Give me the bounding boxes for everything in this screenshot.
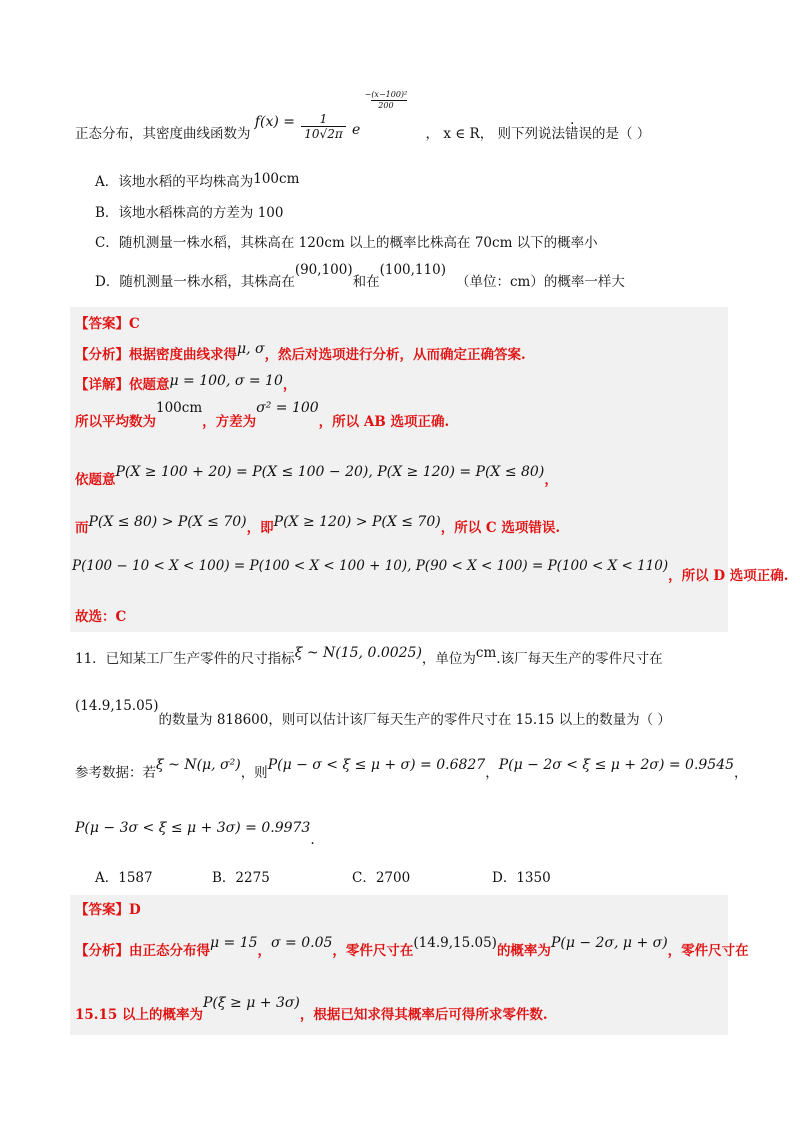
q10-fraction xyxy=(301,112,345,141)
q10-detail-math: μ = 100, σ = 10 xyxy=(169,373,283,389)
q10-ab-correct: ，所以 AB 选项正确. xyxy=(318,414,450,430)
q11-reference-label: 参考数据：若 xyxy=(75,765,156,781)
q10-detail-3-label: 依题意 xyxy=(75,472,116,488)
q10-variance-label: ，方差为 xyxy=(202,414,257,430)
q10-frac-den: 10√2π xyxy=(304,127,343,141)
q11-analysis-interval: (14.9,15.05) xyxy=(413,935,497,951)
q10-c-wrong: ，所以 C 选项错误. xyxy=(440,520,561,536)
q10-detail-4-label-a: 而 xyxy=(75,520,89,536)
q10-option-d xyxy=(95,262,625,292)
q10-fx: f(x) = xyxy=(254,114,295,130)
q10-detail-line-2 xyxy=(75,400,450,432)
q11-analysis-line-1 xyxy=(75,933,749,959)
q11-option-b: B．2275 xyxy=(212,870,270,886)
q11-reference-p1: P(μ − σ < ξ ≤ μ + σ) = 0.6827 xyxy=(267,757,486,773)
q11-reference-sep-1: ， xyxy=(485,765,499,781)
q11-stem-text-a: 11．已知某工厂生产零件的尺寸指标 xyxy=(75,651,295,667)
q10-detail-line-4 xyxy=(75,512,561,536)
q10-exp-den: 200 xyxy=(378,101,394,110)
q11-option-c: C．2700 xyxy=(352,870,411,886)
q11-reference-line-2 xyxy=(75,818,315,848)
q11-analysis-text-e: 15.15 以上的概率为 xyxy=(75,1007,203,1023)
q10-option-d-text-b: 和在 xyxy=(352,274,380,290)
q10-mean-label: 所以平均数为 xyxy=(75,414,156,430)
q10-final-choice: 故选：C xyxy=(75,609,127,625)
q10-answer-label: 【答案】C xyxy=(75,316,140,332)
q10-option-d-text-a: D．随机测量一株水稻，其株高在 xyxy=(95,274,295,290)
q11-reference-p3: P(μ − 3σ < ξ ≤ μ + 3σ) = 0.9973 xyxy=(75,820,311,836)
q10-detail-4-math-1: P(X ≤ 80) > P(X ≤ 70) xyxy=(88,514,247,530)
q10-stem-suffix-b: 的是（ ） xyxy=(592,126,651,142)
q10-stem xyxy=(75,90,651,150)
q11-analysis-sigma: σ = 0.05 xyxy=(271,935,333,951)
q11-analysis-line-2 xyxy=(75,993,548,1023)
q11-stem-text-c: .该厂每天生产的零件尺寸在 xyxy=(496,651,663,667)
q10-variance-value: σ² = 100 xyxy=(256,400,319,416)
q10-option-d-text-c: （单位：cm）的概率一样大 xyxy=(455,274,625,290)
q10-detail-text-b: ， xyxy=(282,377,297,393)
q10-option-d-interval-1: (90,100) xyxy=(294,262,353,278)
q10-exponent xyxy=(365,90,408,111)
q11-reference-sep-2: ， xyxy=(734,765,748,781)
q10-domain: ， x ∈ R， xyxy=(425,126,494,142)
q11-analysis-prob: P(μ − 2σ, μ + σ) xyxy=(550,935,668,951)
q11-analysis-text-f: ，根据已知求得其概率后可得所求零件数. xyxy=(299,1007,548,1023)
q10-detail-4-label-b: ，即 xyxy=(246,520,274,536)
q10-detail xyxy=(75,375,296,395)
q10-exp-sign: − xyxy=(364,90,372,99)
q11-stem-line-2 xyxy=(75,698,671,728)
q10-detail-line-3 xyxy=(75,462,558,488)
q11-analysis-comma: ， xyxy=(257,943,272,959)
q10-option-a-value: 100cm xyxy=(253,171,300,187)
q11-analysis-mu: μ = 15 xyxy=(210,935,258,951)
q11-analysis-text-b: ，零件尺寸在 xyxy=(332,943,414,959)
q11-stem-text-d: 的数量为 818600，则可以估计该厂每天生产的零件尺寸在 15.15 以上的数量为（ ） xyxy=(158,712,671,728)
q11-analysis-tail-prob: P(ξ ≥ μ + 3σ) xyxy=(202,995,300,1011)
q10-analysis-text-b: ，然后对选项进行分析，从而确定正确答案. xyxy=(264,347,526,363)
q11-reference-period: . xyxy=(310,832,315,848)
q10-detail-5-math: P(100 − 10 < X < 100) = P(100 < X < 100 + 10), P(90 < X < 100) = P(100 < X < 110) xyxy=(72,558,669,574)
q10-detail-line-5 xyxy=(72,556,789,584)
q10-analysis xyxy=(75,341,526,365)
q10-stem-suffix-a: 则下列说法 xyxy=(497,126,565,142)
q10-analysis-text-a: 【分析】根据密度曲线求得 xyxy=(75,347,237,363)
q11-reference-dist: ξ ~ N(μ, σ²) xyxy=(156,757,241,773)
q10-d-correct: ，所以 D 选项正确. xyxy=(668,568,789,584)
q10-analysis-math: μ, σ xyxy=(237,341,265,357)
q10-exp-num: (x−100)² xyxy=(371,90,408,99)
q11-option-d: D．1350 xyxy=(492,870,551,886)
q10-option-d-interval-2: (100,110) xyxy=(379,262,446,278)
q11-analysis-text-a: 【分析】由正态分布得 xyxy=(75,943,210,959)
q10-emphasis: 错误 xyxy=(565,126,592,142)
q11-reference-p2: P(μ − 2σ < ξ ≤ μ + 2σ) = 0.9545 xyxy=(498,757,735,773)
q11-reference-then: ，则 xyxy=(240,765,268,781)
q10-e: e xyxy=(352,122,361,138)
q11-analysis-text-c: 的概率为 xyxy=(496,943,551,959)
q11-interval: (14.9,15.05) xyxy=(75,698,159,714)
q10-option-c: C．随机测量一株水稻，其株高在 120cm 以上的概率比株高在 70cm 以下的概率小 xyxy=(95,235,598,251)
q10-option-a-text: A．该地水稻的平均株高为 xyxy=(95,174,254,190)
q10-detail-4-math-2: P(X ≥ 120) > P(X ≤ 70) xyxy=(273,514,441,530)
q10-option-a xyxy=(95,172,299,192)
q11-stem-line-1 xyxy=(75,643,663,667)
q10-detail-3-comma: ， xyxy=(544,472,558,488)
q10-detail-3-math: P(X ≥ 100 + 20) = P(X ≤ 100 − 20), P(X ≥ 120) = P(X ≤ 80) xyxy=(115,464,545,480)
q11-stem-text-b: ，单位为 xyxy=(421,651,476,667)
q10-mean-value: 100cm xyxy=(156,400,203,416)
q11-unit: cm xyxy=(475,645,497,661)
q11-analysis-text-d: ，零件尺寸在 xyxy=(667,943,749,959)
q11-option-a: A．1587 xyxy=(95,870,153,886)
q10-option-b: B．该地水稻株高的方差为 100 xyxy=(95,205,284,221)
q10-frac-num: 1 xyxy=(301,112,345,127)
q11-answer-label: 【答案】D xyxy=(75,902,141,918)
q10-stem-prefix: 正态分布，其密度曲线函数为 xyxy=(75,126,251,142)
q10-detail-text-a: 【详解】依题意 xyxy=(75,377,170,393)
q11-reference-line-1 xyxy=(75,755,748,781)
q11-distribution: ξ ~ N(15, 0.0025) xyxy=(294,645,422,661)
